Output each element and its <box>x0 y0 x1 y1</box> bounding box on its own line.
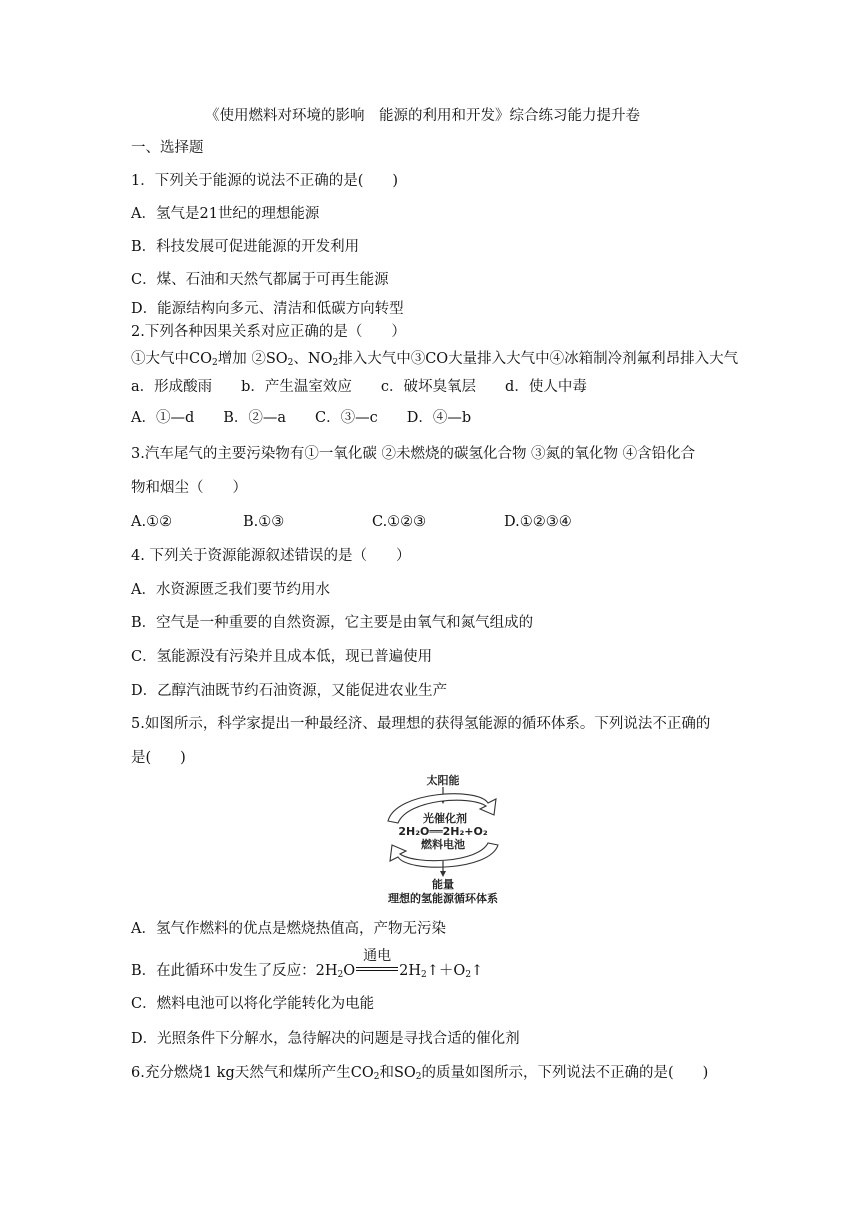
figure-caption: 理想的氢能源循环体系 <box>388 892 498 905</box>
q1-stem: 1．下列关于能源的说法不正确的是( ) <box>131 173 399 189</box>
q1-option-b: B．科技发展可促进能源的开发利用 <box>131 239 360 255</box>
q3-options <box>131 513 572 531</box>
q5-option-b: B．在此循环中发生了反应：$2H_2O$ 通电 $2H_2↑+O_2↑$ <box>131 948 484 980</box>
q4-option-c: C．氢能源没有污染并且成本低，现已普遍使用 <box>131 649 433 665</box>
figure-label-solar: 太阳能 <box>426 774 460 787</box>
section-heading: 一、选择题 <box>131 140 204 156</box>
q4-stem: 4. 下列关于资源能源叙述错误的是（ ） <box>131 548 411 564</box>
q2-options: A．①—d B．②—a C．③—c D．④—b <box>131 410 472 426</box>
hydrogen-cycle-figure <box>358 773 528 905</box>
q3-option-d: D.①②③④ <box>504 514 572 530</box>
reaction-condition: 通电 <box>355 962 399 980</box>
q1-option-d: D．能源结构向多元、清洁和低碳方向转型 <box>131 301 404 317</box>
q3-stem-line1: 3.汽车尾气的主要污染物有①一氧化碳 ②未燃烧的碳氢化合物 ③氮的氧化物 ④含铅化合 <box>131 446 696 462</box>
figure-label-catalyst: 光催化剂 <box>423 812 467 825</box>
q3-stem-line2: 物和烟尘（ ） <box>131 480 247 496</box>
q4-option-a: A．水资源匮乏我们要节约用水 <box>131 582 330 598</box>
q1-option-a: A．氢气是21世纪的理想能源 <box>131 206 320 222</box>
figure-label-energy: 能量 <box>432 878 454 891</box>
q3-option-b: B.①③ <box>243 514 285 530</box>
q5-option-d: D．光照条件下分解水，急待解决的问题是寻找合适的催化剂 <box>131 1031 520 1047</box>
figure-label-fuel-cell: 燃料电池 <box>421 838 465 851</box>
page-title: 《使用燃料对环境的影响 能源的利用和开发》综合练习能力提升卷 <box>205 108 640 124</box>
q1-option-c: C．煤、石油和天然气都属于可再生能源 <box>131 272 389 288</box>
q3-option-a: A.①② <box>131 514 173 530</box>
q5-option-c: C．燃料电池可以将化学能转化为电能 <box>131 996 375 1012</box>
q2-effects: a．形成酸雨 b．产生温室效应 c．破坏臭氧层 d．使人中毒 <box>131 379 587 395</box>
q2-items: ①大气中$CO_2$增加 $②SO_2$、$NO_2$排入大气中③CO大量排入大气中④冰箱制冷剂氟利昂排入大气 <box>131 351 739 368</box>
q3-option-c: C.①②③ <box>372 514 427 530</box>
q5-stem-line2: 是( ) <box>131 750 186 766</box>
q5-option-a: A．氢气作燃料的优点是燃烧热值高，产物无污染 <box>131 921 446 937</box>
q4-option-b: B．空气是一种重要的自然资源，它主要是由氧气和氮气组成的 <box>131 615 534 631</box>
q2-stem: 2.下列各种因果关系对应正确的是（ ） <box>131 324 406 340</box>
q6-stem: 6.充分燃烧1 kg天然气和煤所产生$CO_2$和$SO_2$的质量如图所示，下列说法不正确的是( ) <box>131 1065 709 1082</box>
q4-option-d: D．乙醇汽油既节约石油资源，又能促进农业生产 <box>131 683 448 699</box>
q5-stem-line1: 5.如图所示，科学家提出一种最经济、最理想的获得氢能源的循环体系。下列说法不正确的 <box>131 716 711 732</box>
figure-label-reaction: 2H₂O══2H₂+O₂ <box>398 825 488 838</box>
